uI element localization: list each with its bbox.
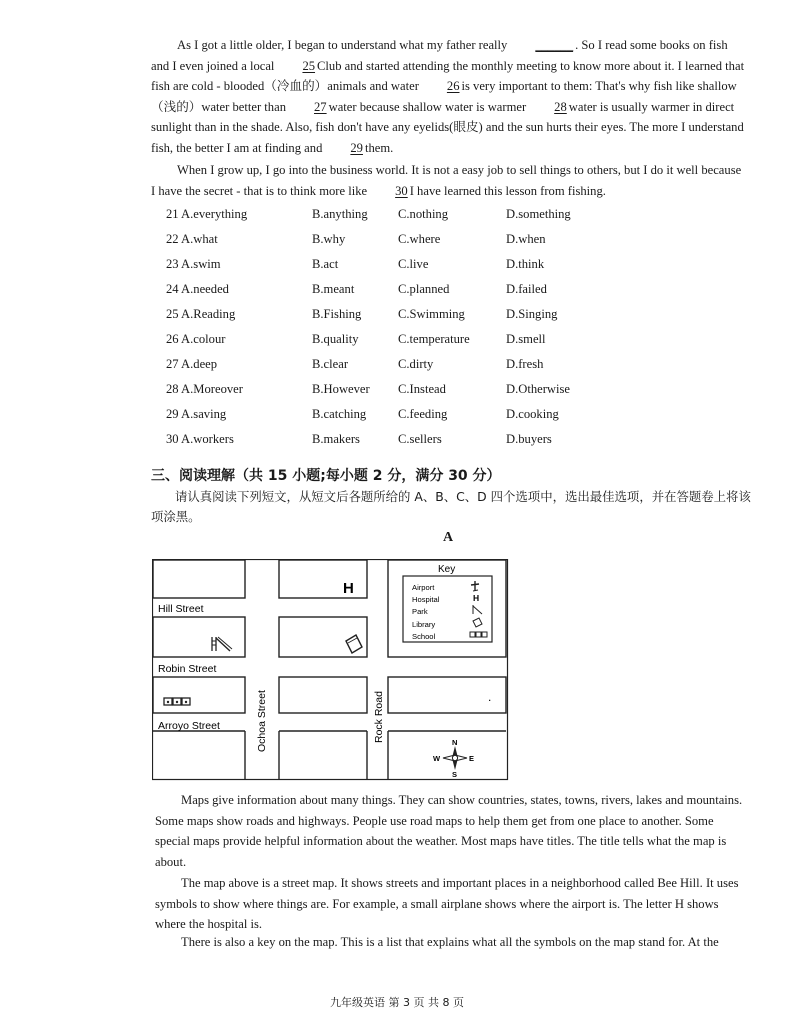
key-item-school: School xyxy=(412,632,436,641)
option-row xyxy=(166,252,726,277)
option-c: C.Swimming xyxy=(398,307,465,321)
blank-30: 30 xyxy=(395,183,408,198)
options-table xyxy=(166,202,726,452)
option-b: B.why xyxy=(312,232,346,246)
cloze-text: water because shallow water is warmer xyxy=(328,99,527,114)
passage-paragraph-3: There is also a key on the map. This is a list that explains what all the symbols on the map stand for. At the xyxy=(181,935,719,949)
key-item-airport: Airport xyxy=(412,583,435,592)
hospital-symbol: H xyxy=(343,580,354,597)
passage-paragraph-2: The map above is a street map. It shows streets and important places in a neighborhood called Bee Hill. It uses symbols to show where things are. For example, a small airplane shows where the airport is. The letter H shows where the hospital is. xyxy=(155,876,739,932)
option-c: C.temperature xyxy=(398,332,470,346)
option-row xyxy=(166,427,726,452)
cloze-text: Club and started attending the monthly meeting to know more about it. I learned that fish are cold - blooded（冷血的）animals and water xyxy=(151,58,745,94)
option-c: C.sellers xyxy=(398,432,442,446)
blank-27: 27 xyxy=(314,99,327,114)
cloze-paragraph-1 xyxy=(151,35,747,159)
option-b: B.meant xyxy=(312,282,355,296)
option-c: C.Instead xyxy=(398,382,446,396)
option-row xyxy=(166,277,726,302)
compass-e: E xyxy=(469,754,475,763)
compass-w: W xyxy=(433,754,441,763)
option-b: B.anything xyxy=(312,207,368,221)
cloze-text: I have learned this lesson from fishing. xyxy=(409,183,606,198)
street-label-robin: Robin Street xyxy=(158,663,217,675)
blank-24: ______ xyxy=(535,38,574,52)
option-c: C.feeding xyxy=(398,407,448,421)
option-a: 21 A.everything xyxy=(166,207,248,221)
compass-n: N xyxy=(452,738,458,747)
option-b: B.Fishing xyxy=(312,307,362,321)
option-a: 27 A.deep xyxy=(166,357,218,371)
option-row xyxy=(166,352,726,377)
option-c: C.where xyxy=(398,232,441,246)
option-b: B.quality xyxy=(312,332,359,346)
page-footer: 九年级英语 第 3 页 共 8 页 xyxy=(330,996,464,1009)
option-d: D.buyers xyxy=(506,432,552,446)
option-d: D.Singing xyxy=(506,307,558,321)
key-hospital-symbol: H xyxy=(473,593,480,603)
option-a: 29 A.saving xyxy=(166,407,227,421)
passage-paragraph-1: Maps give information about many things. They can show countries, states, towns, rivers, lakes and mountains. Some maps show roads and highways. People use road maps to help them get from one place to another. Some special maps provide helpful information about the weather. Most maps have titles. The title tells what the map is about. xyxy=(155,793,743,869)
option-d: D.Otherwise xyxy=(506,382,571,396)
option-row xyxy=(166,227,726,252)
map-dot: . xyxy=(488,690,492,704)
option-b: B.catching xyxy=(312,407,367,421)
key-item-park: Park xyxy=(412,607,428,616)
key-item-hospital: Hospital xyxy=(412,595,440,604)
street-label-arroyo: Arroyo Street xyxy=(158,720,220,732)
option-a: 28 A.Moreover xyxy=(166,382,243,396)
option-a: 26 A.colour xyxy=(166,332,226,346)
cloze-text: water is usually warmer in direct sunlight than in the shade. Also, fish don't have any eyelids(眼皮) and the sun hurts their eyes. The more I understand fish, the better I am at finding and xyxy=(151,99,744,155)
street-label-ochoa: Ochoa Street xyxy=(256,690,268,752)
blank-25: 25 xyxy=(302,58,316,73)
street-map xyxy=(152,559,510,781)
option-d: D.something xyxy=(506,207,571,221)
option-c: C.nothing xyxy=(398,207,449,221)
option-row xyxy=(166,402,726,427)
option-a: 24 A.needed xyxy=(166,282,229,296)
option-d: D.cooking xyxy=(506,407,559,421)
option-b: B.clear xyxy=(312,357,349,371)
option-c: C.live xyxy=(398,257,429,271)
option-a: 30 A.workers xyxy=(166,432,234,446)
option-d: D.think xyxy=(506,257,545,271)
cloze-text: is very important to them: That's why fish like shallow（浅的）water better than xyxy=(151,79,737,114)
section-heading: 三、阅读理解（共 15 小题;每小题 2 分，满分 30 分） xyxy=(151,468,501,484)
key-title: Key xyxy=(438,564,456,575)
option-a: 25 A.Reading xyxy=(166,307,236,321)
key-item-library: Library xyxy=(412,620,436,629)
option-row xyxy=(166,202,726,227)
blank-29: 29 xyxy=(350,140,363,155)
cloze-text: . So I read some books on fish and I even joined a local xyxy=(151,38,728,73)
option-b: B.However xyxy=(312,382,370,396)
option-row xyxy=(166,302,726,327)
option-c: C.dirty xyxy=(398,357,434,371)
option-d: D.fresh xyxy=(506,357,544,371)
option-d: D.failed xyxy=(506,282,547,296)
option-d: D.smell xyxy=(506,332,546,346)
cloze-text: When I grow up, I go into the business world. It is not a easy job to sell things to others, but I do it well because I have the secret - that is to think more like xyxy=(151,163,742,198)
option-d: D.when xyxy=(506,232,546,246)
option-row xyxy=(166,377,726,402)
cloze-paragraph-2 xyxy=(151,160,747,201)
passage-label: A xyxy=(443,530,454,545)
option-a: 22 A.what xyxy=(166,232,218,246)
option-c: C.planned xyxy=(398,282,450,296)
option-b: B.makers xyxy=(312,432,360,446)
street-label-rock: Rock Road xyxy=(373,691,385,743)
blank-28: 28 xyxy=(554,99,567,114)
cloze-text: them. xyxy=(364,140,394,155)
compass-s: S xyxy=(452,770,458,779)
cloze-text: As I got a little older, I began to understand what my father really xyxy=(177,38,508,52)
option-row xyxy=(166,327,726,352)
option-a: 23 A.swim xyxy=(166,257,221,271)
street-label-hill: Hill Street xyxy=(158,603,204,615)
blank-26: 26 xyxy=(446,79,460,94)
section-instructions: 请认真阅读下列短文，从短文后各题所给的 A、B、C、D 四个选项中，选出最佳选项，并在答题卷上将该项涂黑。 xyxy=(151,489,751,524)
option-b: B.act xyxy=(312,257,339,271)
